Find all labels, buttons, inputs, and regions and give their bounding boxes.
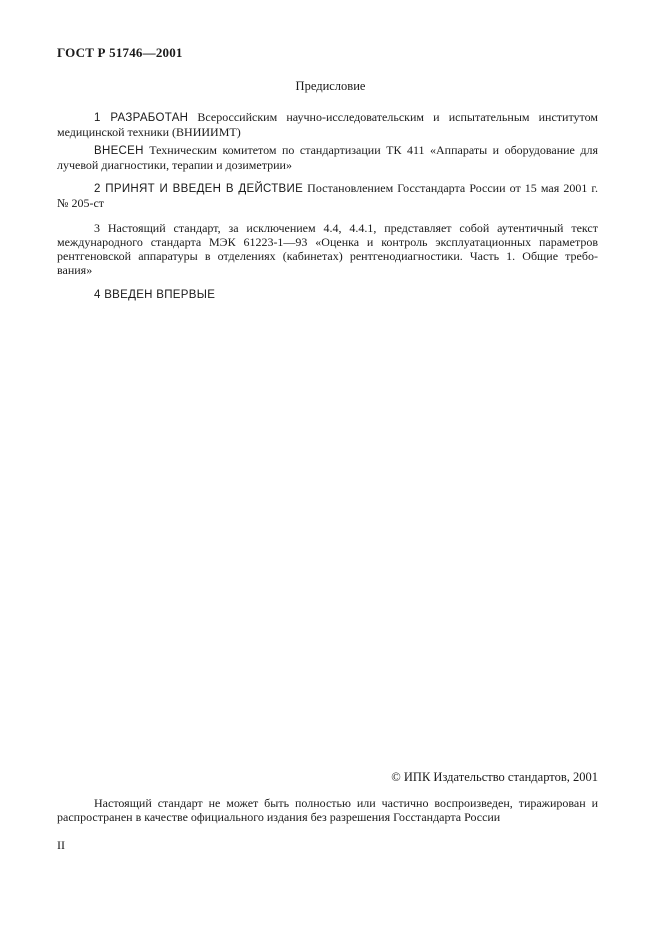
paragraph-developed-by xyxy=(57,110,598,139)
paragraph-adopted xyxy=(57,181,598,210)
paragraph-authentic-text xyxy=(57,221,598,277)
paragraph-lead: 1 РАЗРАБОТАН xyxy=(94,112,189,124)
copyright-notice: © ИПК Издательство стандартов, 2001 xyxy=(391,770,598,784)
section-title: Предисловие xyxy=(295,79,366,93)
paragraph-line xyxy=(57,110,598,125)
paragraph-text: Постановлением Госстандарта России от 15 мая 2001 г. xyxy=(303,181,598,195)
paragraph-text: Всероссийским научно-исследовательским и испытательным институтом xyxy=(188,110,598,124)
paragraph-lead: 2 ПРИНЯТ И ВВЕДЕН В ДЕЙСТВИЕ xyxy=(94,183,304,195)
paragraph-introduced-by xyxy=(57,143,598,172)
paragraph-line: 4 ВВЕДЕН ВПЕРВЫЕ xyxy=(94,289,216,301)
paragraph-lead: ВНЕСЕН xyxy=(94,145,144,157)
reproduction-notice xyxy=(57,796,598,824)
document-code: ГОСТ Р 51746—2001 xyxy=(57,45,183,60)
paragraph-line: вания» xyxy=(57,263,93,277)
paragraph-first-introduced xyxy=(57,288,598,302)
paragraph-line xyxy=(57,143,598,158)
paragraph-line: рентгеновской аппаратуры в отделениях (кабинетах) рентгенодиагностики. Часть 1. Общие требо- xyxy=(57,249,598,263)
notice-line: Настоящий стандарт не может быть полностью или частично воспроизведен, тиражирован и xyxy=(94,796,598,810)
notice-line: распространен в качестве официального издания без разрешения Госстандарта России xyxy=(57,810,501,824)
paragraph-text: Техническим комитетом по стандартизации ТК 411 «Аппараты и оборудование для xyxy=(143,143,598,157)
paragraph-line xyxy=(57,181,598,196)
paragraph-line: № 205-ст xyxy=(57,196,105,210)
page-number: II xyxy=(57,838,65,852)
paragraph-line: лучевой диагностики, терапии и дозиметрии» xyxy=(57,158,292,172)
paragraph-line: медицинской техники (ВНИИИМТ) xyxy=(57,125,241,139)
paragraph-line: международного стандарта МЭК 61223-1—93 «Оценка и контроль эксплуатационных параметров xyxy=(57,235,598,249)
paragraph-line: 3 Настоящий стандарт, за исключением 4.4, 4.4.1, представляет собой аутентичный текст xyxy=(94,221,598,235)
